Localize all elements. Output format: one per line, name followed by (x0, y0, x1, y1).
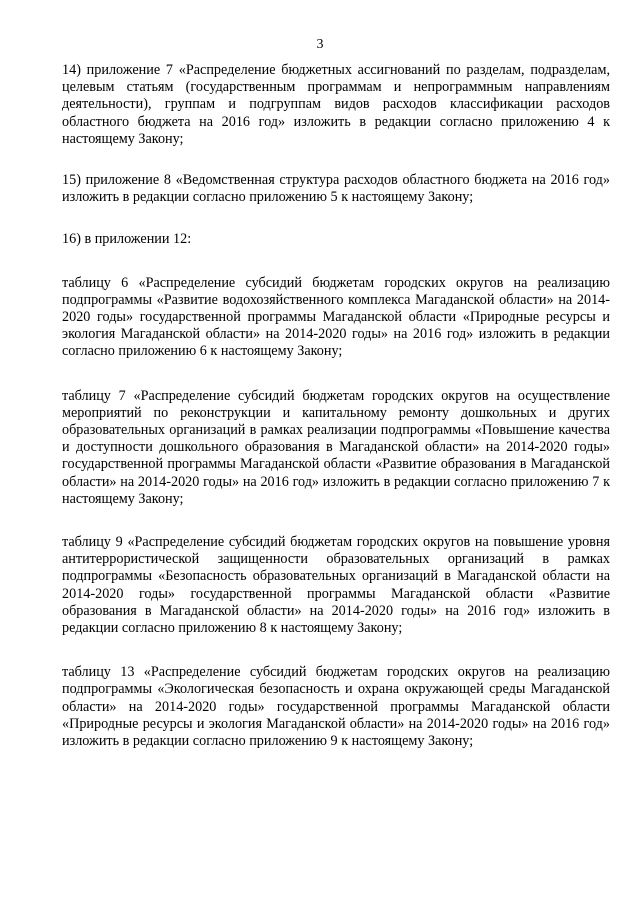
paragraph-item-15: 15) приложение 8 «Ведомственная структура расходов областного бюджета на 2016 год» изложить в редакции согласно приложению 5 к настоящему Закону; (62, 172, 610, 206)
paragraph-table-13: таблицу 13 «Распределение субсидий бюджетам городских округов на реализацию подпрограммы «Экологическая безопасность и охрана окружающей среды Магаданской области» на 2014-2020 годы» государственной программы Магаданской области «Природные ресурсы и экология Магаданской области» на 2014-2020 годы» на 2016 год» изложить в редакции согласно приложению 9 к настоящему Закону; (62, 664, 610, 750)
paragraph-table-6: таблицу 6 «Распределение субсидий бюджетам городских округов на реализацию подпрограммы «Развитие водохозяйственного комплекса Магаданской области» на 2014-2020 годы» государственной программы Магаданской области «Природные ресурсы и экология Магаданской области» на 2014-2020 годы» на 2016 год» изложить в редакции согласно приложению 6 к настоящему Закону; (62, 274, 610, 360)
paragraph-item-14: 14) приложение 7 «Распределение бюджетных ассигнований по разделам, подразделам, целевым статьям (государственным программам и непрограммным направлениям деятельности), группам и подгруппам видов расходов классификации расходов областного бюджета на 2016 год» изложить в редакции согласно приложению 4 к настоящему Закону; (62, 62, 610, 147)
document-body (62, 62, 610, 750)
paragraph-item-16-heading: 16) в приложении 12: (62, 231, 192, 248)
page-number: 3 (316, 37, 324, 52)
paragraph-table-9: таблицу 9 «Распределение субсидий бюджетам городских округов на повышение уровня антитеррористической защищенности образовательных организаций в рамках подпрограммы «Безопасность образовательных организаций в Магаданской области на 2014-2020 годы» государственной программы Магаданской области «Развитие образования в Магаданской области» на 2014-2020 годы» на 2016 год» изложить в редакции согласно приложению 8 к настоящему Закону; (62, 534, 610, 637)
paragraph-table-7: таблицу 7 «Распределение субсидий бюджетам городских округов на осуществление мероприятий по реконструкции и капитальному ремонту дошкольных и других образовательных организаций в рамках реализации подпрограммы «Повышение качества и доступности дошкольного образования в Магаданской области» на 2014-2020 годы» государственной программы Магаданской области «Развитие образования в Магаданской области» на 2014-2020 годы» на 2016 год» изложить в редакции согласно приложению 7 к настоящему Закону; (62, 387, 610, 507)
